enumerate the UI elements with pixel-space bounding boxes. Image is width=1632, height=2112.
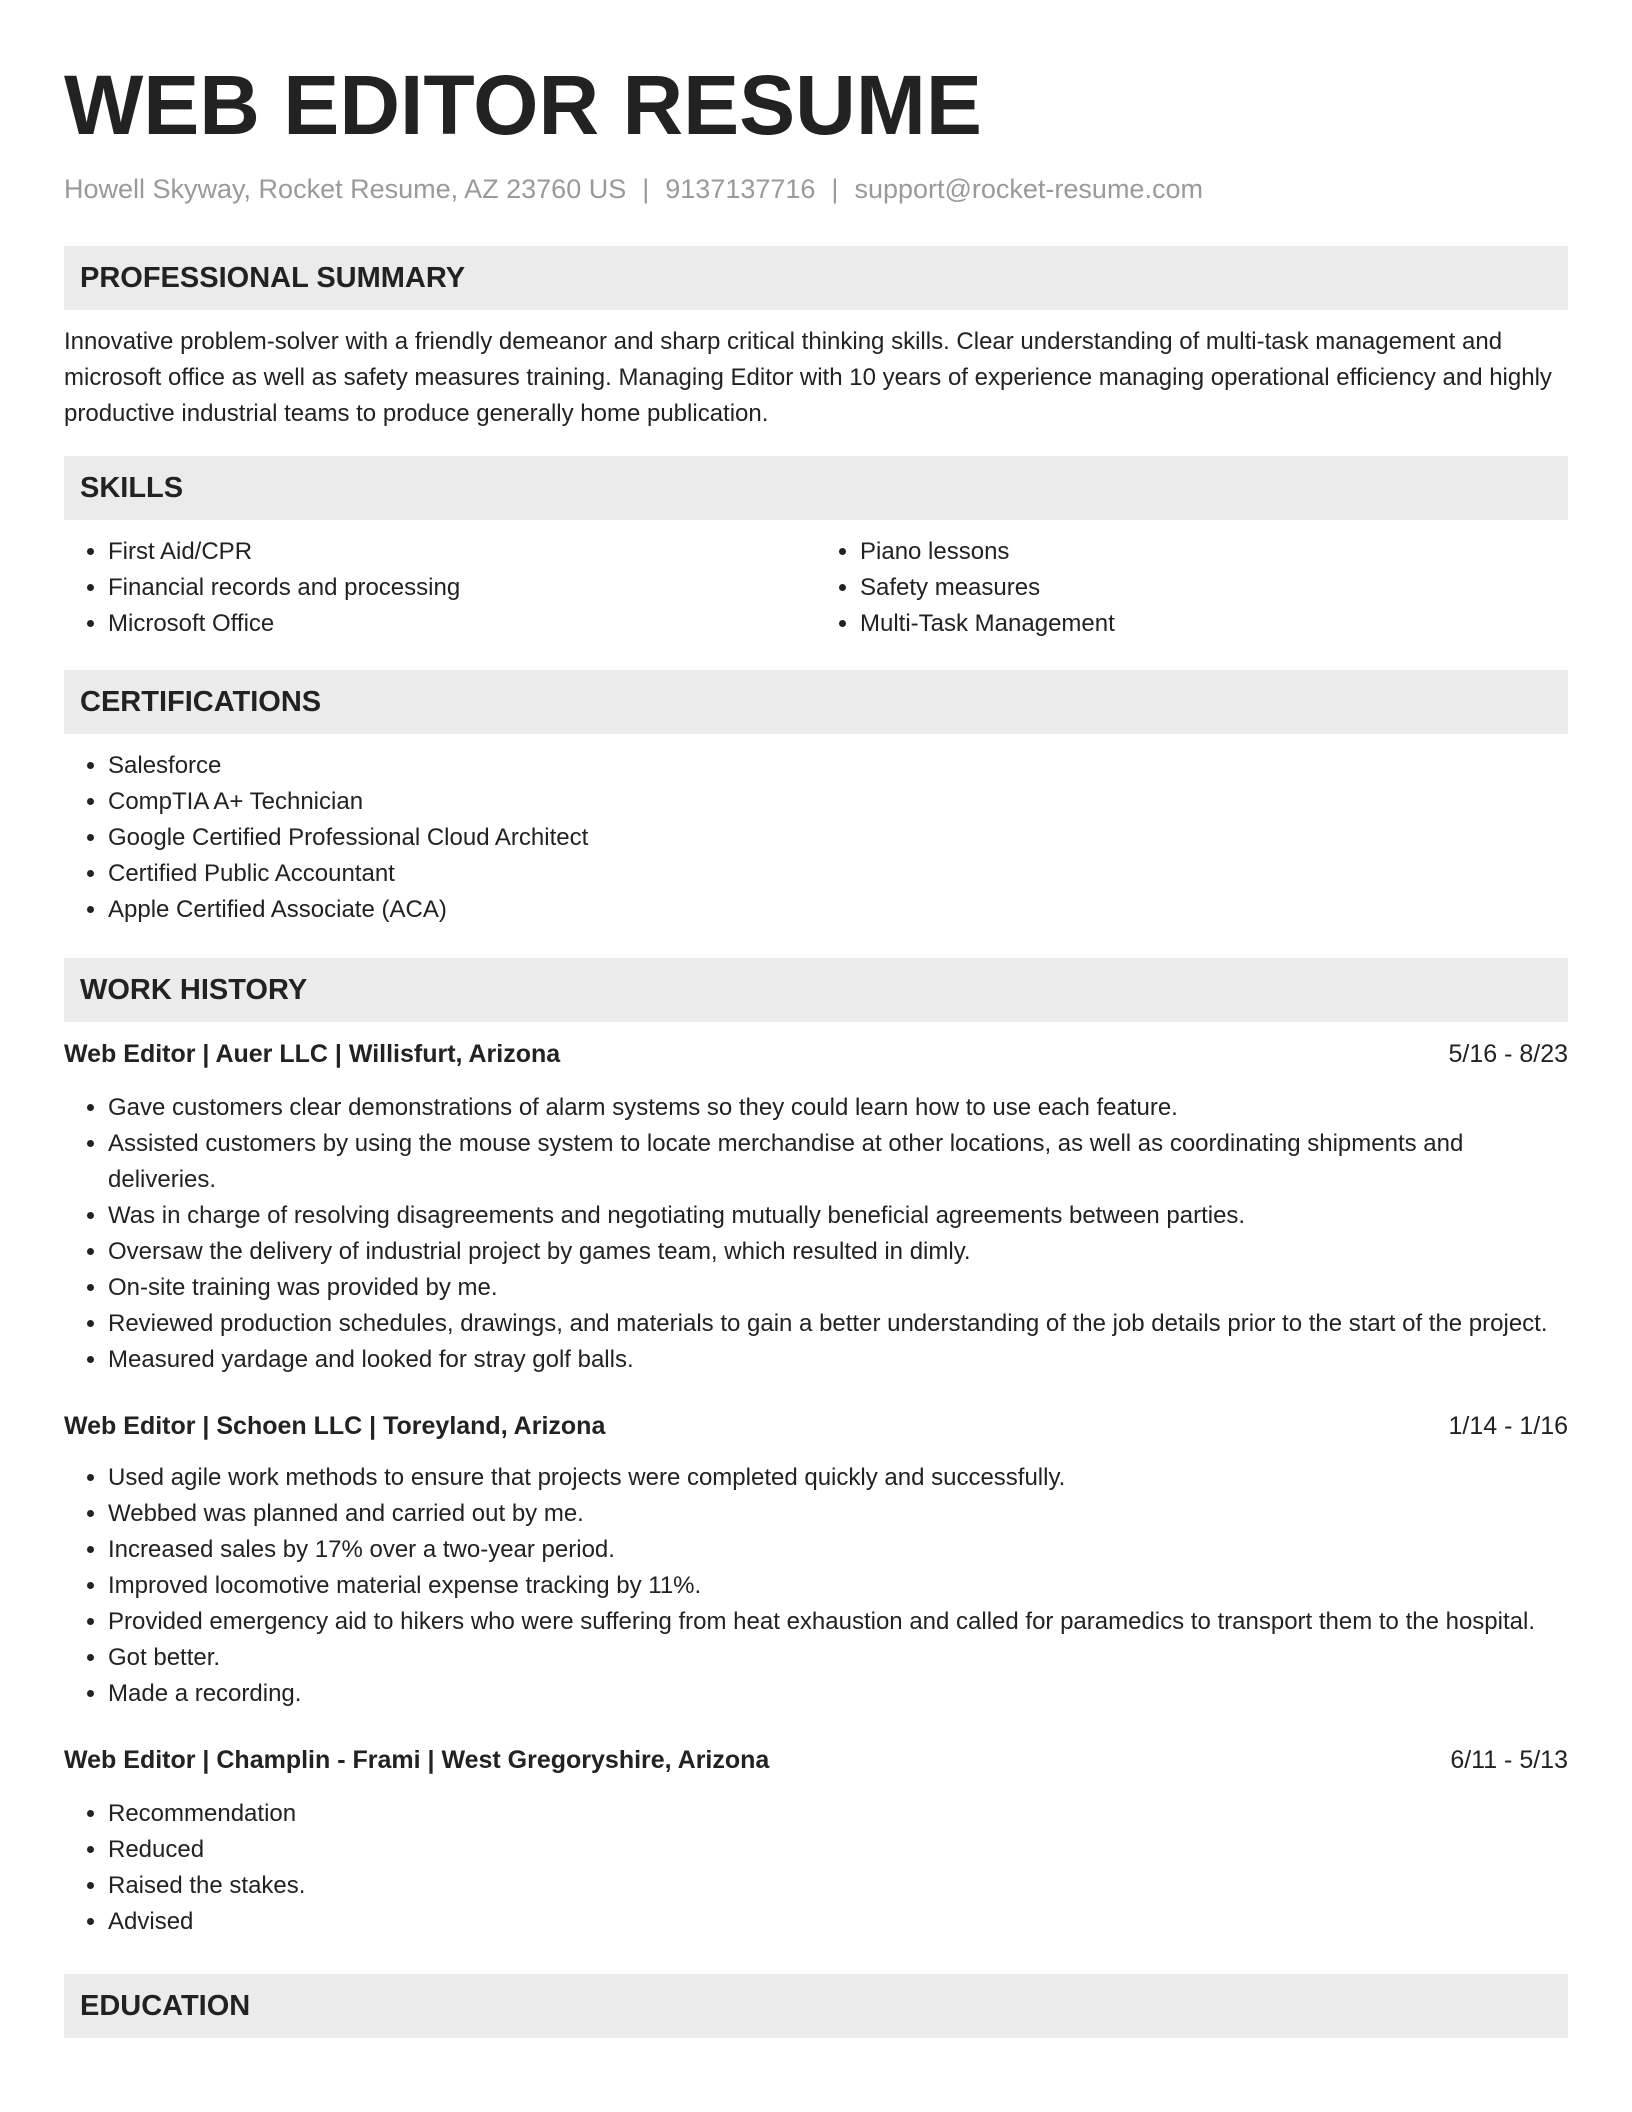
job-title: Web Editor | Auer LLC | Willisfurt, Arizona <box>64 1040 561 1068</box>
job-bullet: • Was in charge of resolving disagreements and negotiating mutually beneficial agreements between parties. <box>108 1198 1568 1234</box>
contact-phone: 9137137716 <box>665 174 816 204</box>
section-heading-skills: SKILLS <box>64 456 1568 520</box>
job-header <box>64 1036 1568 1072</box>
job-entry <box>64 1036 1568 1378</box>
resume-title: WEB EDITOR RESUME <box>64 58 982 152</box>
certification-item: • Google Certified Professional Cloud Architect <box>108 820 1568 856</box>
section-heading-education: EDUCATION <box>64 1974 1568 2038</box>
skill-item: • Microsoft Office <box>108 606 816 642</box>
job-dates: 6/11 - 5/13 <box>1450 1746 1568 1774</box>
contact-address: Howell Skyway, Rocket Resume, AZ 23760 US <box>64 174 627 204</box>
job-header <box>64 1742 1568 1778</box>
certification-item: • Apple Certified Associate (ACA) <box>108 892 1568 928</box>
section-heading-certifications: CERTIFICATIONS <box>64 670 1568 734</box>
job-dates: 1/14 - 1/16 <box>1448 1412 1568 1440</box>
job-bullets <box>64 1460 1568 1712</box>
job-title: Web Editor | Champlin - Frami | West Gregoryshire, Arizona <box>64 1746 770 1774</box>
certification-item: • Certified Public Accountant <box>108 856 1568 892</box>
certification-item: • Salesforce <box>108 748 1568 784</box>
job-bullet: • Advised <box>108 1904 1568 1940</box>
job-bullet: • Reviewed production schedules, drawings, and materials to gain a better understanding of the job details prior to the start of the project. <box>108 1306 1568 1342</box>
skill-item: • First Aid/CPR <box>108 534 816 570</box>
job-header <box>64 1408 1568 1444</box>
job-bullet: • Provided emergency aid to hikers who were suffering from heat exhaustion and called for paramedics to transport them to the hospital. <box>108 1604 1568 1640</box>
job-entry <box>64 1742 1568 1940</box>
job-bullet: • On-site training was provided by me. <box>108 1270 1568 1306</box>
skill-item: • Financial records and processing <box>108 570 816 606</box>
job-bullet: • Used agile work methods to ensure that projects were completed quickly and successfully. <box>108 1460 1568 1496</box>
job-bullets <box>64 1090 1568 1378</box>
job-bullet: • Raised the stakes. <box>108 1868 1568 1904</box>
job-title: Web Editor | Schoen LLC | Toreyland, Arizona <box>64 1412 606 1440</box>
certification-item: • CompTIA A+ Technician <box>108 784 1568 820</box>
job-bullet: • Oversaw the delivery of industrial project by games team, which resulted in dimly. <box>108 1234 1568 1270</box>
job-bullet: • Made a recording. <box>108 1676 1568 1712</box>
skill-item: • Safety measures <box>860 570 1568 606</box>
skill-item: • Multi-Task Management <box>860 606 1568 642</box>
job-bullet: • Webbed was planned and carried out by me. <box>108 1496 1568 1532</box>
contact-line <box>64 172 1568 206</box>
job-bullet: • Improved locomotive material expense tracking by 11%. <box>108 1568 1568 1604</box>
summary-text: Innovative problem-solver with a friendly demeanor and sharp critical thinking skills. Clear understanding of multi-task management and microsoft office as well as safety measures training. Managing Editor with 10 years of experience managing operational efficiency and highly productive industrial teams to produce generally home publication. <box>64 328 1552 427</box>
job-entry <box>64 1408 1568 1712</box>
contact-email: support@rocket-resume.com <box>854 174 1203 204</box>
job-bullet: • Measured yardage and looked for stray golf balls. <box>108 1342 1568 1378</box>
job-bullet: • Increased sales by 17% over a two-year period. <box>108 1532 1568 1568</box>
section-heading-summary: PROFESSIONAL SUMMARY <box>64 246 1568 310</box>
contact-separator: | <box>831 174 839 204</box>
job-bullet: • Assisted customers by using the mouse system to locate merchandise at other locations, as well as coordinating shipments and deliveries. <box>108 1126 1568 1198</box>
job-bullet: • Gave customers clear demonstrations of alarm systems so they could learn how to use each feature. <box>108 1090 1568 1126</box>
job-dates: 5/16 - 8/23 <box>1448 1040 1568 1068</box>
certifications-list <box>64 748 1568 928</box>
job-bullets <box>64 1796 1568 1940</box>
job-bullet: • Reduced <box>108 1832 1568 1868</box>
job-bullet: • Got better. <box>108 1640 1568 1676</box>
section-heading-work-history: WORK HISTORY <box>64 958 1568 1022</box>
skills-list <box>64 534 1568 642</box>
skill-item: • Piano lessons <box>860 534 1568 570</box>
contact-separator: | <box>642 174 650 204</box>
job-bullet: • Recommendation <box>108 1796 1568 1832</box>
